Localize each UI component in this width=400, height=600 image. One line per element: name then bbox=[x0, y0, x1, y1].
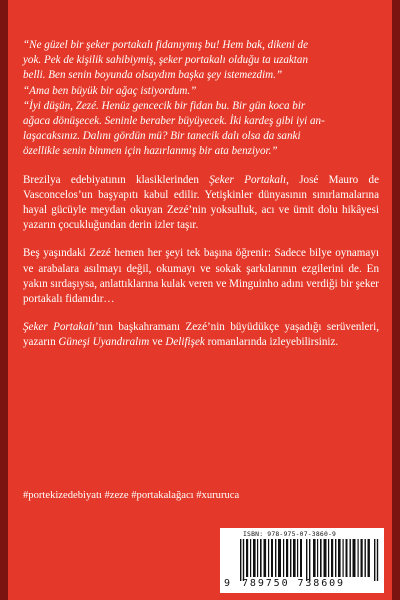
barcode-first-digit: 9 bbox=[224, 578, 231, 589]
related-text-3: romanlarında izleyebilirsiniz. bbox=[204, 336, 339, 349]
quote-line: “Ne güzel bir şeker portakalı fidanıymış bu! Hem bak, dikeni de bbox=[23, 39, 308, 51]
opening-quote bbox=[23, 38, 379, 160]
hashtags: #portekizedebiyatı #zeze #portakalağacı #xururuca bbox=[23, 490, 240, 501]
quote-line: laşacaksınız. Dalını gördün mü? Bir tanecik dalı olsa da sanki bbox=[23, 130, 301, 143]
quote-line: ağaca dönüşecek. Seninle beraber büyüyecek. İki kardeş gibi iyi an- bbox=[23, 115, 325, 128]
book-title: Şeker Portakalı bbox=[209, 173, 287, 186]
related-text-1: ’nın başkahramanı Zezé’nin büyüdükçe yaşadığı serüvenleri, yazarın bbox=[23, 321, 379, 349]
related-book-2: Delifişek bbox=[165, 336, 205, 349]
isbn-text: ISBN: 978-975-07-3860-9 bbox=[243, 530, 337, 538]
summary-paragraph: Beş yaşındaki Zezé hemen her şeyi tek başına öğrenir: Sadece bilye oynamayı ve arabalara asılmayı değil, okumayı ve sokak şarkılarının ezgilerini de. En yakın sırdaşıysa, anlattıklarına kulak veren ve Minguinho adını verdiği bir şeker portakalı fidanıdır… bbox=[23, 247, 379, 306]
related-book-1: Güneşi Uyandıralım bbox=[58, 336, 150, 349]
quote-line: belli. Ben senin boyunda olsaydım başka şey istemezdim.” bbox=[23, 69, 283, 82]
barcode-icon bbox=[240, 539, 380, 581]
quote-line: “Ama ben büyük bir ağaç istiyordum.” bbox=[23, 84, 197, 97]
book-title: Şeker Portakalı bbox=[23, 321, 96, 334]
quote-line: yok. Pek de kişilik sahibiymiş, şeker portakalı olduğu ta uzaktan bbox=[23, 54, 308, 67]
quote-line: “İyi düşün, Zezé. Henüz gencecik bir fidan bu. Bir gün koca bir bbox=[23, 99, 306, 112]
related-books-paragraph bbox=[23, 320, 379, 350]
related-text-2: ve bbox=[149, 336, 166, 349]
back-cover-text bbox=[23, 38, 379, 351]
quote-line: özellikle senin binmen için hazırlanmış bir ata benziyor.” bbox=[23, 145, 278, 158]
intro-paragraph bbox=[23, 173, 379, 234]
intro-text-1: Brezilya edebiyatının klasiklerinden bbox=[23, 173, 210, 186]
intro-text-2: , José Mauro de Vasconcelos’un başyapıtı kabul edilir. Yetişkinler dünyasının sınırlamalarına hayal gücüyle meydan okuyan Zezé’nin yoksulluk, acı ve ümit dolu hikâyesi yazarın çocukluğundan derin izler taşır. bbox=[23, 173, 379, 232]
barcode-label bbox=[220, 528, 384, 593]
back-cover bbox=[8, 0, 392, 600]
barcode-digits: 789750 738609 bbox=[242, 578, 345, 589]
